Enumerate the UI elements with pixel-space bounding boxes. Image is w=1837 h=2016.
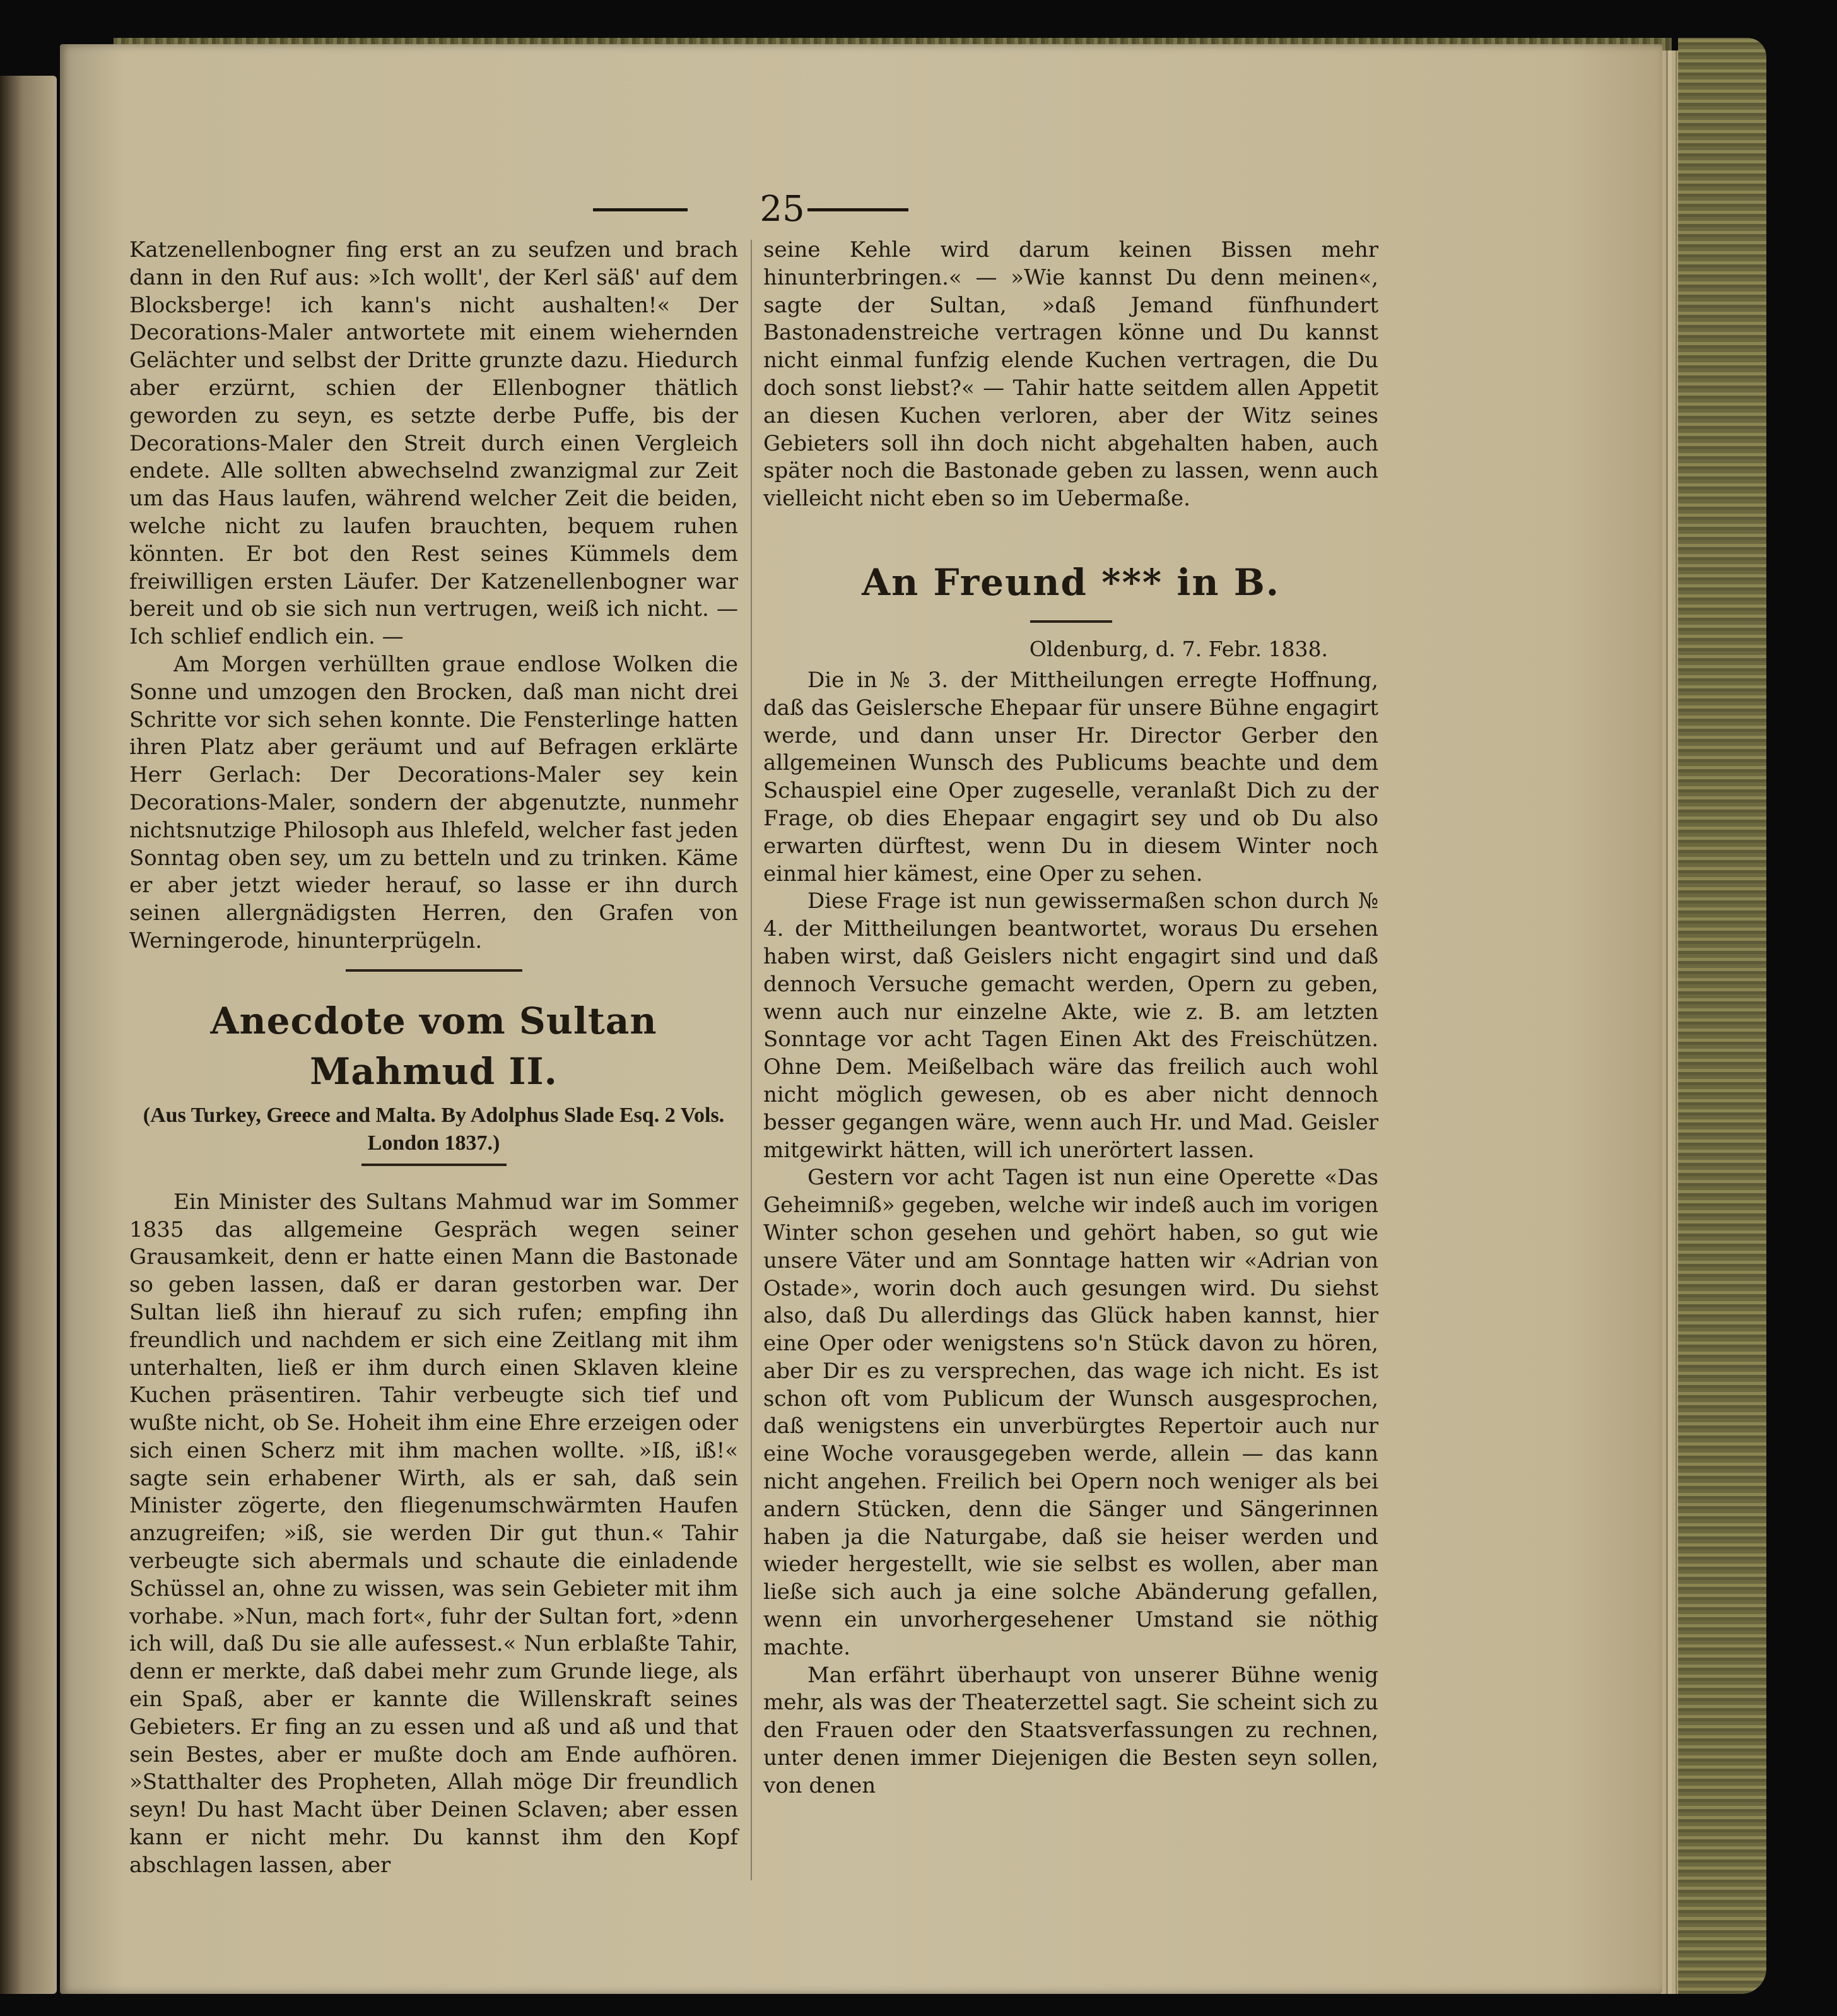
page-number-rule-right (807, 208, 908, 211)
column-divider (751, 240, 752, 1880)
article-continuation: seine Kehle wird darum keinen Bissen mehr hinunterbringen.« — »Wie kannst Du denn meinen«, sagte der Sultan, »daß Jemand fünfhundert Bastonadenstreiche vertragen könne und Du kannst nicht einmal funfzig elende Kuchen vertragen, die Du doch sonst liebst?« — Tahir hatte seitdem allen Appetit an diesen Kuchen verloren, aber der Witz seines Gebieters soll ihn doch nicht abgehalten haben, auch später noch die Bastonade geben zu lassen, wenn auch vielleicht nicht eben so im Uebermaße. (763, 237, 1378, 512)
continued-story-text: Katzenellenbogner fing erst an zu seufzen und brach dann in den Ruf aus: »Ich wollt', der Kerl säß' auf dem Blocksberge! ich kann's nicht aushalten!« Der Decorations-Maler antwortete mit einem wiehernden Gelächter und selbst der Dritte grunzte dazu. Hiedurch aber erzürnt, schien der Ellenbogner thätlich geworden zu seyn, es setzte derbe Puffe, bis der Decorations-Maler den Streit durch einen Vergleich endete. Alle sollten abwechselnd zwanzigmal zur Zeit um das Haus laufen, während welcher Zeit die beiden, welche nicht zu laufen brauchten, bequem ruhen könnten. Er bot den Rest seines Kümmels dem freiwilligen ersten Läufer. Der Katzenellenbogner war bereit und ob sie sich nun vertrugen, weiß ich nicht. — Ich schlief endlich ein. — (129, 237, 738, 650)
page-number-rule-left (593, 208, 688, 211)
left-column (129, 237, 738, 1880)
article-title: Anecdote vom Sultan Mahmud II. (210, 999, 657, 1093)
letter-paragraph: Die in № 3. der Mittheilungen erregte Hoffnung, daß das Geislersche Ehepaar für unsere Bühne engagirt werde, und dann unser Hr. Director Gerber den allgemeinen Wunsch des Publicums beachte und dem Schauspiel eine Oper zugeselle, veranlaßt Dich zu der Frage, ob dies Ehepaar engagirt sey und ob Du also erwarten dürftest, wenn Du in diesem Winter noch einmal hier kämest, eine Oper zu sehen. (763, 667, 1378, 887)
letter-paragraph: Man erfährt überhaupt von unserer Bühne wenig mehr, als was der Theaterzettel sagt. Sie scheint sich zu den Frauen oder den Staatsverfassungen zu rechnen, unter denen immer Diejenigen die Besten seyn sollen, von denen (763, 1662, 1378, 1798)
letter-paragraph: Diese Frage ist nun gewissermaßen schon durch № 4. der Mittheilungen beantwortet, woraus Du ersehen haben wirst, daß Geislers nicht engagirt sind und daß dennoch Versuche gemacht werden, Opern zu geben, wenn auch nur einzelne Akte, wie z. B. am letzten Sonntage vor acht Tagen Einen Akt des Freischützen. Ohne Dem. Meißelbach wäre das freilich auch wohl nicht möglich gewesen, ob es aber nicht dennoch besser gegangen wäre, wenn auch Hr. und Mad. Geisler mitgewirkt hätten, will ich unerörtert lassen. (763, 888, 1378, 1163)
section-rule (346, 969, 522, 972)
right-column (763, 237, 1378, 1800)
letter-dateline: Oldenburg, d. 7. Febr. 1838. (1029, 636, 1328, 661)
morning-paragraph: Am Morgen verhüllten graue endlose Wolken die Sonne und umzogen den Brocken, daß man nicht drei Schritte vor sich sehen konnte. Die Fensterlinge hatten ihren Platz aber geräumt und auf Befragen erklärte Herr Gerlach: Der Decorations-Maler sey kein Decorations-Maler, sondern der abgenutzte, nunmehr nichtsnutzige Philosoph aus Ihlefeld, welcher fast jeden Sonntag oben sey, um zu betteln und zu trinken. Käme er aber jetzt wieder herauf, so lasse er ihn durch seinen allergnädigsten Herren, den Grafen von Werningerode, hinunterprügeln. (129, 651, 738, 953)
letter-title: An Freund *** in B. (862, 560, 1280, 604)
letter-paragraph: Gestern vor acht Tagen ist nun eine Operette «Das Geheimniß» gegeben, welche wir indeß auch im vorigen Winter schon gesehen und gehört haben, so gut wie unsere Väter und am Sonntage hatten wir «Adrian von Ostade», worin doch auch gesungen wird. Du siehst also, daß Du allerdings das Glück haben kannst, hier eine Oper oder wenigstens so'n Stück davon zu hören, aber Dir es zu versprechen, das wage ich nicht. Es ist schon oft vom Publicum der Wunsch ausgesprochen, daß wenigstens ein unverbürgtes Repertoir auch nur eine Woche vorausgegeben werde, allein — das kann nicht angehen. Freilich bei Opern noch weniger als bei andern Stücken, denn die Sänger und Sängerinnen haben ja die Naturgabe, daß sie heiser werden und wieder hergestellt, wie sie selbst es wollen, aber man ließe sich auch ja eine solche Abänderung gefallen, wenn ein unvorhergesehener Umstand sie nöthig machte. (763, 1165, 1378, 1660)
article-source: (Aus Turkey, Greece and Malta. By Adolphus Slade Esq. 2 Vols. London 1837.) (143, 1103, 725, 1155)
title-rule (361, 1164, 507, 1166)
letter-title-rule (1030, 620, 1112, 623)
page-number: 25 (760, 189, 805, 230)
book-cover-edge (1678, 38, 1766, 1994)
article-body: Ein Minister des Sultans Mahmud war im Sommer 1835 das allgemeine Gespräch wegen seiner Grausamkeit, denn er hatte einen Mann die Bastonade so geben lassen, daß er daran gestorben war. Der Sultan ließ ihn hierauf zu sich rufen; empfing ihn freundlich und nachdem er sich eine Zeitlang mit ihm unterhalten, ließ er ihm durch einen Sklaven kleine Kuchen präsentiren. Tahir verbeugte sich tief und wußte nicht, ob Se. Hoheit ihm eine Ehre erzeigen oder sich einen Scherz mit ihm machen wollte. »Iß, iß!« sagte sein erhabener Wirth, als er sah, daß sein Minister zögerte, den fliegenumschwärmten Haufen anzugreifen; »iß, sie werden Dir gut thun.« Tahir verbeugte sich abermals und schaute die einladende Schüssel an, ohne zu wissen, was sein Gebieter mit ihm vorhabe. »Nun, mach fort«, fuhr der Sultan fort, »denn ich will, daß Du sie alle aufessest.« Nun erblaßte Tahir, denn er merkte, daß dabei mehr zum Grunde liege, als ein Spaß, aber er kannte die Willenskraft seines Gebieters. Er fing an zu essen und aß und aß und that sein Bestes, aber er mußte doch am Ende aufhören. »Statthalter des Propheten, Allah möge Dir freundlich seyn! Du hast Macht über Deinen Sclaven; aber essen kann er nicht mehr. Du kannst ihm den Kopf abschlagen lassen, aber (129, 1189, 738, 1878)
previous-page-edge (0, 76, 57, 1994)
